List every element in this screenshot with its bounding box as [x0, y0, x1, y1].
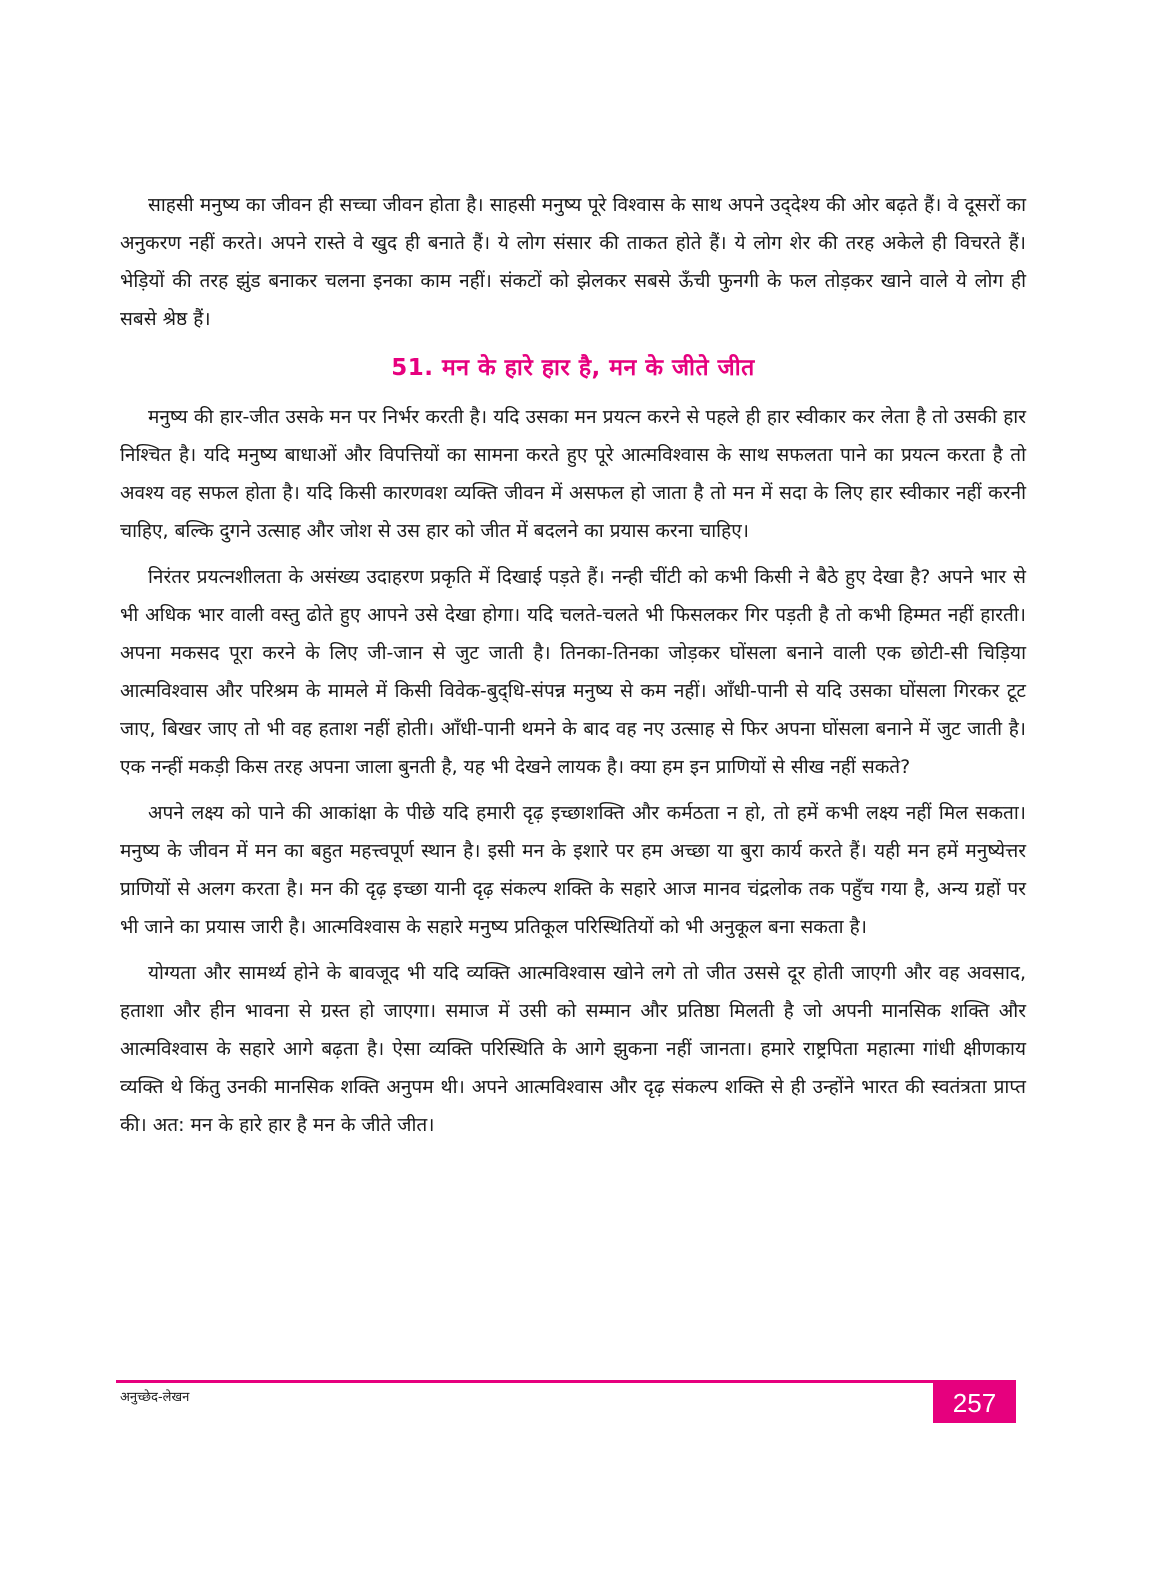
- section-paragraph: योग्यता और सामर्थ्य होने के बावजूद भी यदि व्यक्ति आत्मविश्वास खोने लगे तो जीत उससे दूर होती जाएगी और वह अवसाद, हताशा और हीन भावना से ग्रस्त हो जाएगा। समाज में उसी को सम्मान और प्रतिष्ठा मिलती है जो अपनी मानसिक शक्ति और आत्मविश्वास के सहारे आगे बढ़ता है। ऐसा व्यक्ति परिस्थिति के आगे झुकना नहीं जानता। हमारे राष्ट्रपिता महात्मा गांधी क्षीणकाय व्यक्ति थे किंतु उनकी मानसिक शक्ति अनुपम थी। अपने आत्मविश्वास और दृढ़ संकल्प शक्ति से ही उन्होंने भारत की स्वतंत्रता प्राप्त की। अत: मन के हारे हार है मन के जीते जीत।: [120, 962, 1026, 1136]
- page-number-badge: 257: [933, 1383, 1016, 1423]
- section-heading: 51. मन के हारे हार है, मन के जीते जीत: [391, 355, 755, 381]
- intro-paragraph: साहसी मनुष्य का जीवन ही सच्चा जीवन होता है। साहसी मनुष्य पूरे विश्वास के साथ अपने उद्‌देश्य की ओर बढ़ते हैं। वे दूसरों का अनुकरण नहीं करते। अपने रास्ते वे खुद ही बनाते हैं। ये लोग संसार की ताकत होते हैं। ये लोग शेर की तरह अकेले ही विचरते हैं। भेड़ियों की तरह झुंड बनाकर चलना इनका काम नहीं। संकटों को झेलकर सबसे ऊँची फुनगी के फल तोड़कर खाने वाले ये लोग ही सबसे श्रेष्ठ हैं।: [120, 194, 1026, 330]
- page-content: [120, 186, 1026, 1144]
- footer-section-label: अनुच्छेद-लेखन: [120, 1390, 190, 1405]
- section-paragraph: मनुष्य की हार-जीत उसके मन पर निर्भर करती है। यदि उसका मन प्रयत्न करने से पहले ही हार स्वीकार कर लेता है तो उसकी हार निश्चित है। यदि मनुष्य बाधाओं और विपत्तियों का सामना करते हुए पूरे आत्मविश्वास के साथ सफलता पाने का प्रयत्न करता है तो अवश्य वह सफल होता है। यदि किसी कारणवश व्यक्ति जीवन में असफल हो जाता है तो मन में सदा के लिए हार स्वीकार नहीं करनी चाहिए, बल्कि दुगने उत्साह और जोश से उस हार को जीत में बदलने का प्रयास करना चाहिए।: [120, 406, 1026, 542]
- footer-divider: [116, 1380, 1016, 1383]
- section-paragraph: निरंतर प्रयत्नशीलता के असंख्य उदाहरण प्रकृति में दिखाई पड़ते हैं। नन्ही चींटी को कभी किसी ने बैठे हुए देखा है? अपने भार से भी अधिक भार वाली वस्तु ढोते हुए आपने उसे देखा होगा। यदि चलते-चलते भी फिसलकर गिर पड़ती है तो कभी हिम्मत नहीं हारती। अपना मकसद पूरा करने के लिए जी-जान से जुट जाती है। तिनका-तिनका जोड़कर घोंसला बनाने वाली एक छोटी-सी चिड़िया आत्मविश्वास और परिश्रम के मामले में किसी विवेक-बुद्‌धि-संपन्न मनुष्य से कम नहीं। आँधी-पानी से यदि उसका घोंसला गिरकर टूट जाए, बिखर जाए तो भी वह हताश नहीं होती। आँधी-पानी थमने के बाद वह नए उत्साह से फिर अपना घोंसला बनाने में जुट जाती है। एक नन्हीं मकड़ी किस तरह अपना जाला बुनती है, यह भी देखने लायक है। क्या हम इन प्राणियों से सीख नहीं सकते?: [120, 566, 1026, 778]
- section-paragraph: अपने लक्ष्य को पाने की आकांक्षा के पीछे यदि हमारी दृढ़ इच्छाशक्ति और कर्मठता न हो, तो हमें कभी लक्ष्य नहीं मिल सकता। मनुष्य के जीवन में मन का बहुत महत्त्वपूर्ण स्थान है। इसी मन के इशारे पर हम अच्छा या बुरा कार्य करते हैं। यही मन हमें मनुष्येत्तर प्राणियों से अलग करता है। मन की दृढ़ इच्छा यानी दृढ़ संकल्प शक्ति के सहारे आज मानव चंद्रलोक तक पहुँच गया है, अन्य ग्रहों पर भी जाने का प्रयास जारी है। आत्मविश्वास के सहारे मनुष्य प्रतिकूल परिस्थितियों को भी अनुकूल बना सकता है।: [120, 802, 1026, 938]
